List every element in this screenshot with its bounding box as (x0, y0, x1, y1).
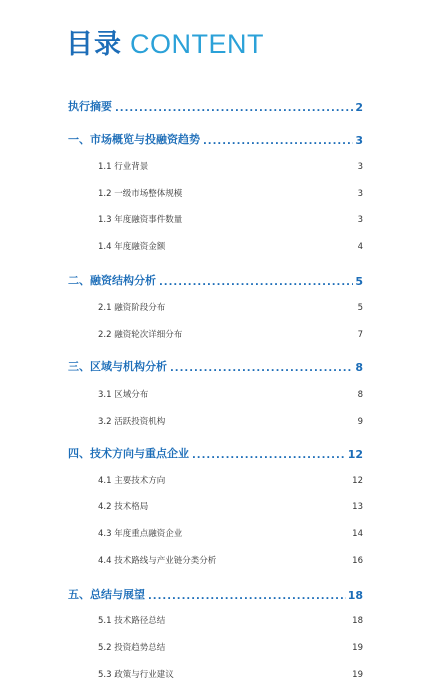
toc-entry-4-2[interactable] (98, 498, 363, 512)
toc-entry-page: 9 (357, 417, 363, 427)
toc-entry-5-1[interactable] (98, 612, 363, 626)
toc-entry-1-1[interactable] (98, 158, 363, 172)
toc-entry-1-3[interactable] (98, 211, 363, 225)
toc-entry-3-1[interactable] (98, 386, 363, 400)
toc-section-3[interactable] (68, 358, 363, 374)
toc-entry-label: 5.3 政策与行业建议 (98, 670, 174, 680)
dot-leader (168, 474, 350, 484)
title-english: CONTENT (130, 29, 264, 59)
dot-leader (148, 590, 346, 600)
toc-entry-label: 执行摘要 (68, 100, 112, 113)
dot-leader (203, 135, 353, 145)
toc-entry-page: 5 (357, 303, 363, 313)
toc-entry-label: 3.2 活跃投资机构 (98, 417, 166, 427)
toc-entry-page: 14 (352, 529, 363, 539)
dot-leader (170, 362, 353, 372)
toc-entry-page: 4 (357, 242, 363, 252)
toc-entry-label: 4.4 技术路线与产业链分类分析 (98, 556, 217, 566)
dot-leader (219, 554, 350, 564)
toc-entry-1-2[interactable] (98, 185, 363, 199)
toc-entry-3-2[interactable] (98, 413, 363, 427)
toc-entry-page: 19 (352, 643, 363, 653)
dot-leader (168, 641, 350, 651)
dot-leader (185, 328, 355, 338)
toc-entry-label: 1.3 年度融资事件数量 (98, 215, 183, 225)
toc-entry-5-2[interactable] (98, 639, 363, 653)
dot-leader (168, 415, 355, 425)
toc-entry-label: 五、总结与展望 (68, 588, 145, 601)
toc-entry-page: 2 (355, 101, 363, 114)
toc-entry-1-4[interactable] (98, 238, 363, 252)
toc-entry-page: 19 (352, 670, 363, 680)
toc-entry-label: 四、技术方向与重点企业 (68, 447, 189, 460)
dot-leader (177, 668, 350, 678)
toc-section-4[interactable] (68, 445, 363, 461)
toc-entry-2-2[interactable] (98, 326, 363, 340)
toc-entry-page: 3 (357, 189, 363, 199)
dot-leader (115, 102, 353, 112)
dot-leader (192, 449, 346, 459)
dot-leader (168, 301, 355, 311)
toc-entry-label: 一、市场概览与投融资趋势 (68, 133, 200, 146)
toc-section-5[interactable] (68, 586, 363, 602)
toc-entry-label: 二、融资结构分析 (68, 274, 156, 287)
toc-entry-page: 13 (352, 502, 363, 512)
toc-entry-page: 12 (347, 448, 363, 461)
toc-entry-4-4[interactable] (98, 552, 363, 566)
toc-entry-5-3[interactable] (98, 666, 363, 680)
toc-entry-label: 4.2 技术格局 (98, 502, 149, 512)
dot-leader (185, 213, 355, 223)
toc-entry-2-1[interactable] (98, 299, 363, 313)
dot-leader (151, 388, 355, 398)
toc-entry-page: 3 (357, 162, 363, 172)
toc-entry-page: 7 (357, 330, 363, 340)
toc-entry-4-1[interactable] (98, 472, 363, 486)
toc-entry-label: 2.1 融资阶段分布 (98, 303, 166, 313)
toc-section-1[interactable] (68, 131, 363, 147)
toc-entry-label: 5.1 技术路径总结 (98, 616, 166, 626)
toc-entry-label: 4.3 年度重点融资企业 (98, 529, 183, 539)
toc-entry-page: 18 (352, 616, 363, 626)
toc-entry-page: 5 (355, 275, 363, 288)
dot-leader (185, 187, 355, 197)
toc-entry-label: 4.1 主要技术方向 (98, 476, 166, 486)
toc-entry-page: 3 (355, 134, 363, 147)
toc-entry-label: 2.2 融资轮次详细分布 (98, 330, 183, 340)
toc-entry-page: 8 (357, 390, 363, 400)
toc-entry-4-3[interactable] (98, 525, 363, 539)
toc-entry-label: 三、区域与机构分析 (68, 360, 167, 373)
toc-entry-label: 3.1 区域分布 (98, 390, 149, 400)
toc-entry-label: 1.4 年度融资金额 (98, 242, 166, 252)
dot-leader (168, 614, 350, 624)
toc-entry-label: 5.2 投资趋势总结 (98, 643, 166, 653)
toc-entry-label: 1.2 一级市场整体规模 (98, 189, 183, 199)
dot-leader (159, 276, 353, 286)
toc-entry-page: 16 (352, 556, 363, 566)
toc-entry-page: 3 (357, 215, 363, 225)
dot-leader (151, 160, 355, 170)
toc-entry-page: 8 (355, 361, 363, 374)
toc-entry-label: 1.1 行业背景 (98, 162, 149, 172)
dot-leader (151, 500, 350, 510)
toc-entry-summary[interactable] (68, 98, 363, 114)
toc-section-2[interactable] (68, 272, 363, 288)
dot-leader (168, 240, 355, 250)
dot-leader (185, 527, 350, 537)
toc-entry-page: 12 (352, 476, 363, 486)
title-chinese: 目录 (66, 29, 122, 60)
toc-entry-page: 18 (347, 589, 363, 602)
